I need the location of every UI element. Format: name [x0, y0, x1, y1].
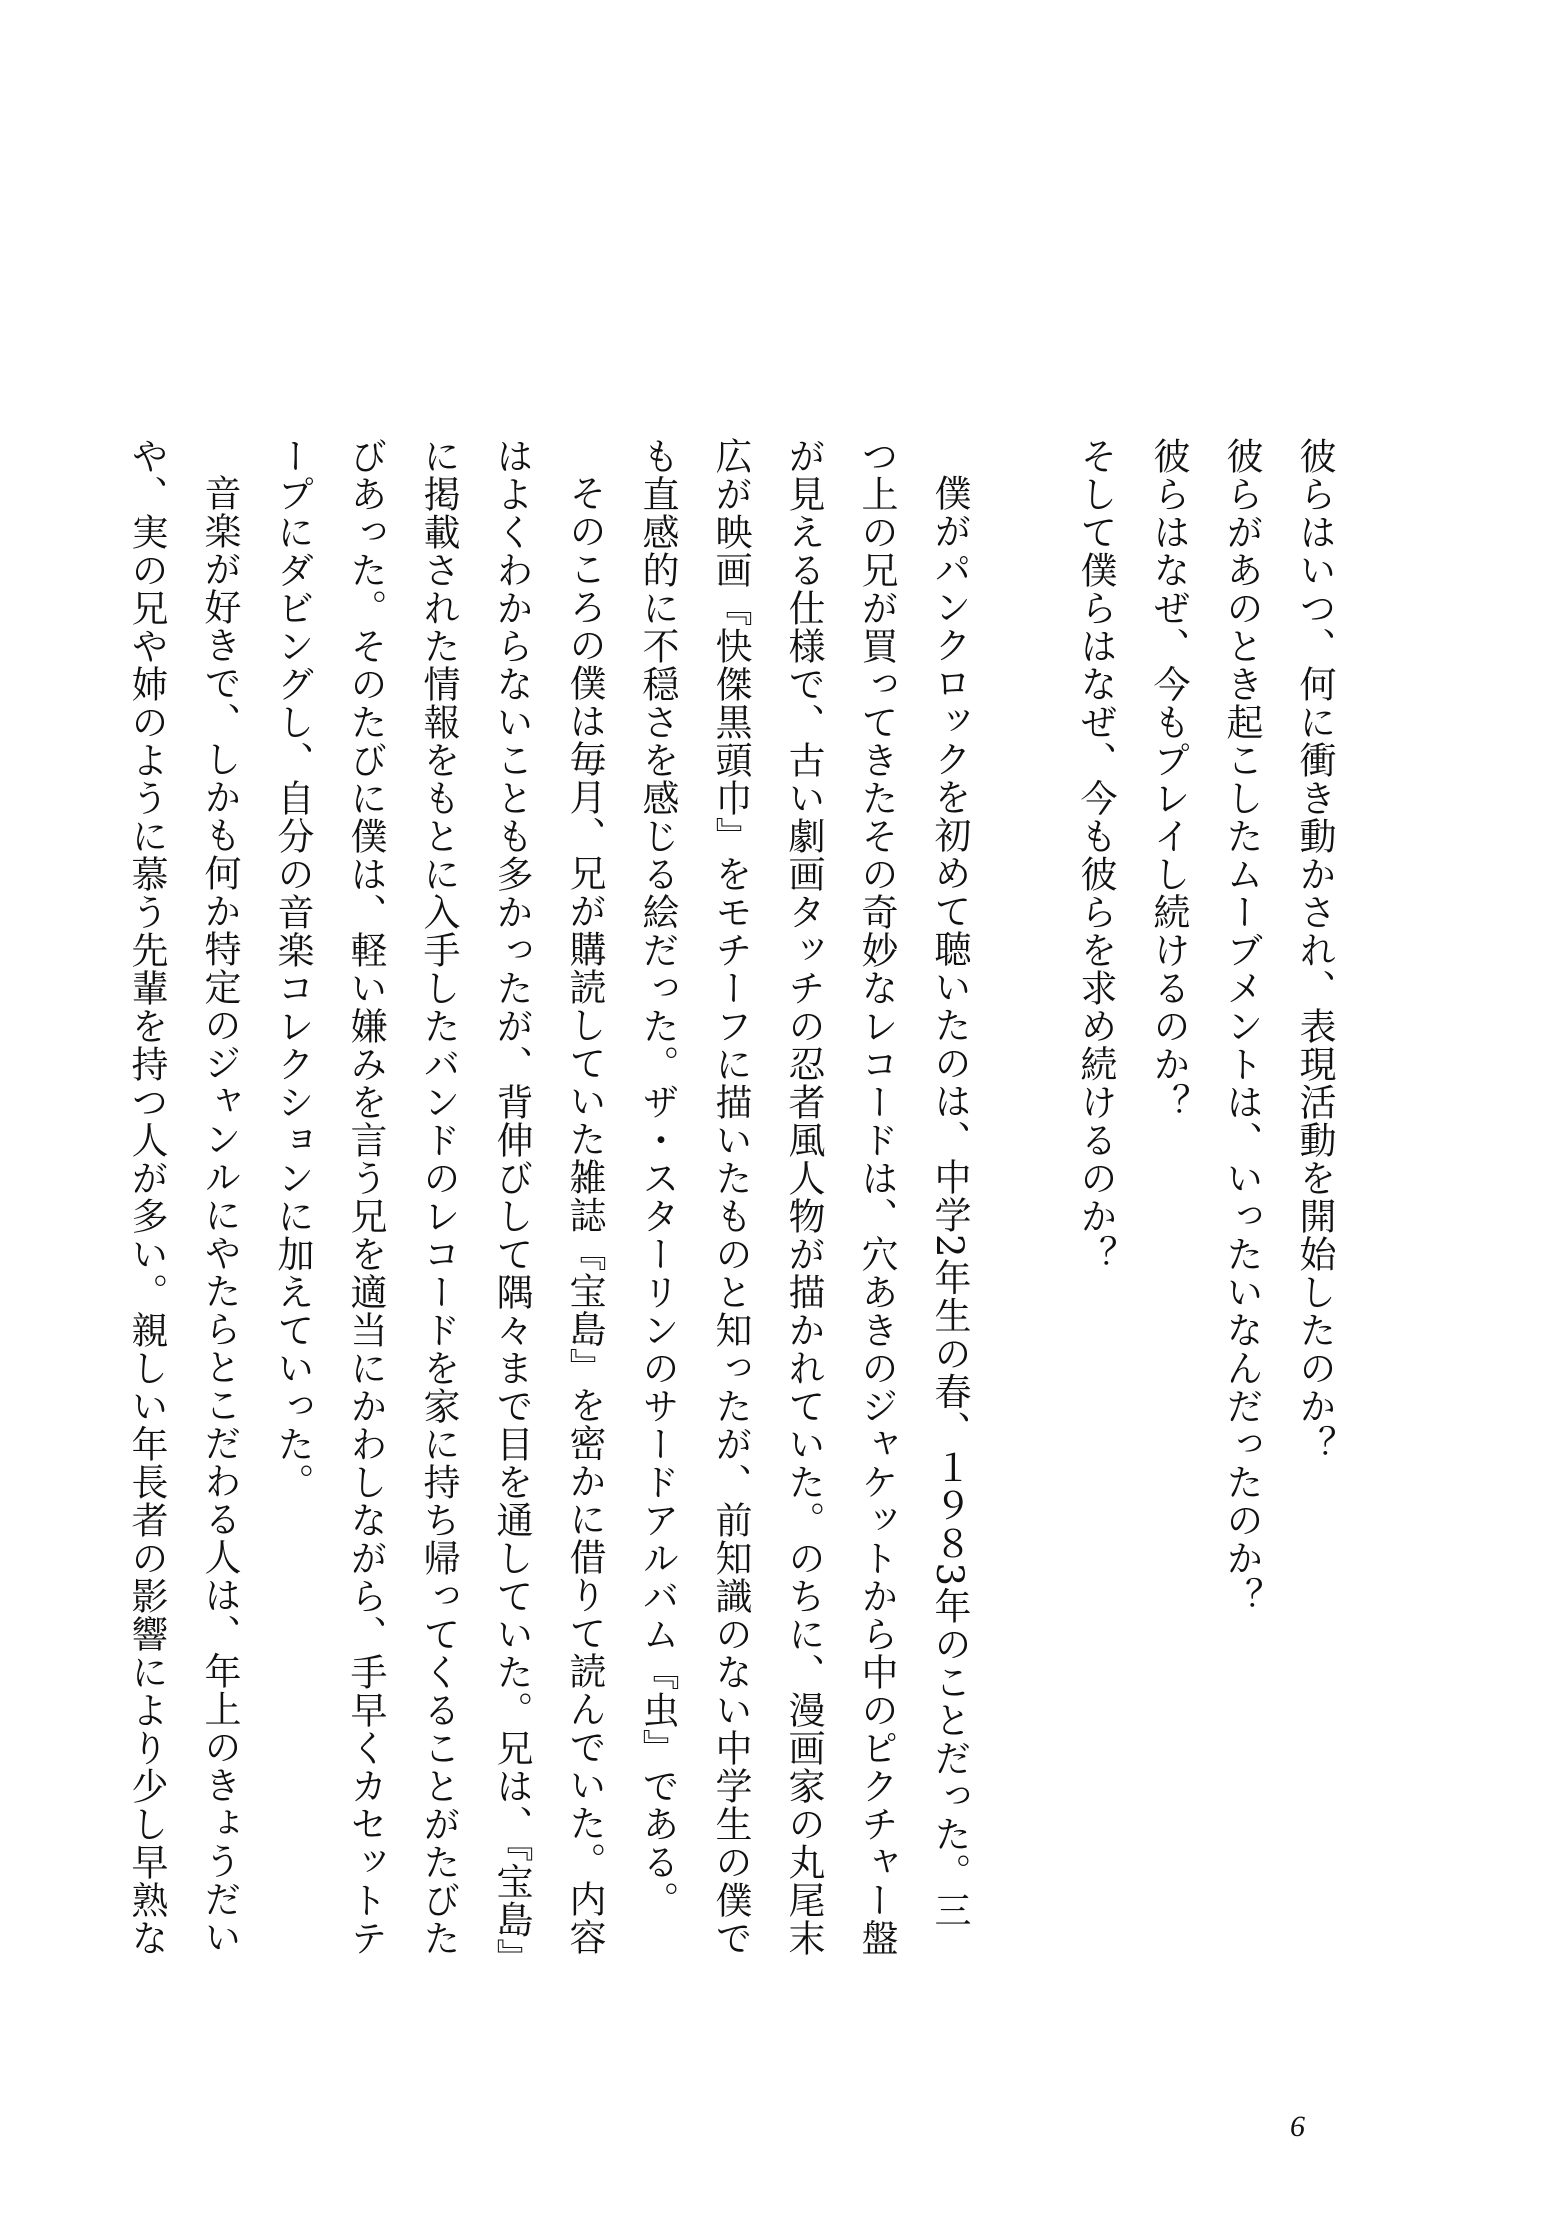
body-line: や、実の兄や姉のように慕う先輩を持つ人が多い。親しい年長者の影響により少し早熟な: [125, 437, 168, 1957]
question-line: 彼らはいつ、何に衝き動かされ、表現活動を開始したのか？: [1293, 437, 1336, 1463]
question-line: そして僕らはなぜ、今も彼らを求め続けるのか？: [1074, 437, 1117, 1273]
body-line: ープにダビングし、自分の音楽コレクションに加えていった。: [271, 437, 314, 1501]
question-line: 彼らがあのとき起こしたムーブメントは、いったいなんだったのか？: [1220, 437, 1263, 1615]
body-line: 広が映画『快傑黒頭巾』をモチーフに描いたものと知ったが、前知識のない中学生の僕で: [709, 437, 752, 1957]
body-line: つ上の兄が買ってきたその奇妙なレコードは、穴あきのジャケットから中のピクチャー盤: [855, 437, 898, 1957]
body-line: 僕がパンクロックを初めて聴いたのは、中学2年生の春、１９８3年のことだった。三: [928, 474, 971, 1930]
body-line: に掲載された情報をもとに入手したバンドのレコードを家に持ち帰ってくることがたびた: [417, 437, 460, 1957]
body-line: そのころの僕は毎月、兄が購読していた雑誌『宝島』を密かに借りて読んでいた。内容: [563, 474, 606, 1956]
body-line: が見える仕様で、古い劇画タッチの忍者風人物が描かれていた。のちに、漫画家の丸尾末: [782, 437, 825, 1957]
question-line: 彼らはなぜ、今もプレイし続けるのか？: [1147, 437, 1190, 1121]
body-line: も直感的に不穏さを感じる絵だった。ザ・スターリンのサードアルバム『虫』である。: [636, 437, 679, 1919]
section-gap: [986, 437, 1059, 2077]
body-line: はよくわからないことも多かったが、背伸びして隅々まで目を通していた。兄は、『宝島』: [490, 437, 533, 1977]
page-number: 6: [1290, 2110, 1305, 2143]
body-line: 音楽が好きで、しかも何か特定のジャンルにやたらとこだわる人は、年上のきょうだい: [198, 474, 241, 1956]
body-line: びあった。そのたびに僕は、軽い嫌みを言う兄を適当にかわしながら、手早くカセットテ: [344, 437, 387, 1957]
vertical-text-body: [125, 437, 1351, 2077]
